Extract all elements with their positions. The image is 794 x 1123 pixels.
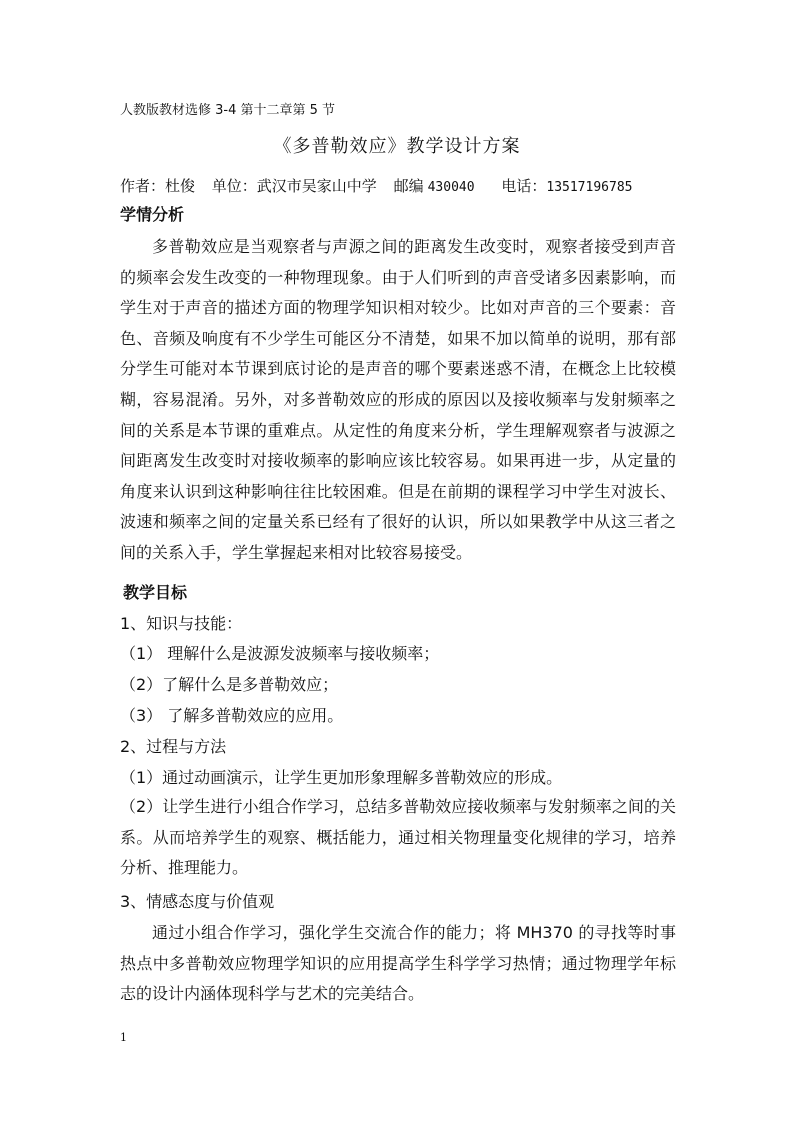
textbook-reference: 人教版教材选修 3-4 第十二章第 5 节 bbox=[120, 103, 336, 118]
process-item-1: （1）通过动画演示，让学生更加形象理解多普勒效应的形成。 bbox=[120, 768, 563, 787]
phone-value: 13517196785 bbox=[546, 180, 633, 195]
knowledge-item-1: （1） 理解什么是波源发波频率与接收频率； bbox=[120, 644, 440, 663]
knowledge-title: 1、知识与技能： bbox=[120, 614, 243, 633]
knowledge-item-3: （3） 了解多普勒效应的应用。 bbox=[120, 706, 344, 725]
page-number: 1 bbox=[120, 1031, 127, 1044]
section-heading-goals: 教学目标 bbox=[123, 583, 188, 602]
postcode-value: 430040 bbox=[427, 180, 475, 195]
knowledge-item-2: （2）了解什么是多普勒效应； bbox=[120, 675, 339, 694]
process-item-2: （2）让学生进行小组合作学习，总结多普勒效应接收频率与发射频率之间的关系。从而培养学生的观察、概括能力，通过相关物理量变化规律的学习，培养分析、推理能力。 bbox=[120, 797, 676, 878]
attitude-title: 3、情感态度与价值观 bbox=[120, 892, 275, 911]
section-heading-analysis: 学情分析 bbox=[120, 205, 185, 224]
document-title: 《多普勒效应》教学设计方案 bbox=[273, 136, 521, 157]
phone-label: 电话： bbox=[501, 177, 547, 195]
process-title: 2、过程与方法 bbox=[120, 737, 227, 756]
postcode-label: 邮编 bbox=[393, 177, 424, 195]
author-name: 作者：杜俊 bbox=[120, 177, 196, 195]
analysis-paragraph: 多普勒效应是当观察者与声源之间的距离发生改变时，观察者接受到声音的频率会发生改变的一种物理现象。由于人们听到的声音受诸多因素影响，而学生对于声音的描述方面的物理学知识相对较少。比如对声音的三个要素：音色、音频及响度有不少学生可能区分不清楚，如果不加以简单的说明，那有部分学生可能对本节课到底讨论的是声音的哪个要素迷惑不清，在概念上比较模糊，容易混淆。另外，对多普勒效应的形成的原因以及接收频率与发射频率之间的关系是本节课的重难点。从定性的角度来分析，学生理解观察者与波源之间距离发生改变时对接收频率的影响应该比较容易。如果再进一步，从定量的角度来认识到这种影响往往比较困难。但是在前期的课程学习中学生对波长、波速和频率之间的定量关系已经有了很好的认识，所以如果教学中从这三者之间的关系入手，学生掌握起来相对比较容易接受。 bbox=[120, 237, 676, 562]
author-info bbox=[120, 175, 644, 199]
author-unit: 单位：武汉市吴家山中学 bbox=[211, 177, 377, 195]
attitude-paragraph: 通过小组合作学习，强化学生交流合作的能力；将 MH370 的寻找等时事热点中多普勒效应物理学知识的应用提高学生科学学习热情；通过物理学年标志的设计内涵体现科学与艺术的完美结合。 bbox=[120, 923, 676, 1004]
